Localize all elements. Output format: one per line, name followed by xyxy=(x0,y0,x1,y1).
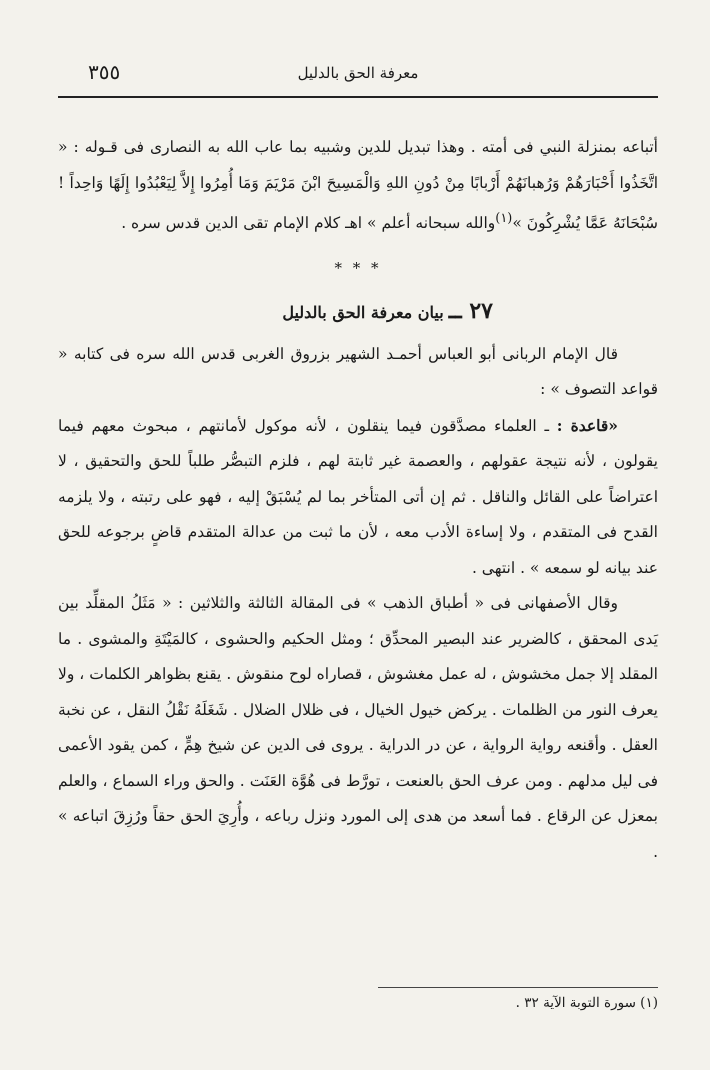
page-header xyxy=(58,52,658,94)
page-number: ٣٥٥ xyxy=(88,60,121,84)
paragraph-isfahani: وقال الأصفهانى فى « أطباق الذهب » فى المقالة الثالثة والثلاثين : « مَثَلُ المقلِّد بين يَدى المحقق ، كالضرير عند البصير المحدِّق ؛ ومثل الحكيم والحشوى ، كالمَيْتَةِ والمشوى . ما المقلد إلا جمل مخشوش ، له عمل مغشوش ، قصاراه لوح منقوش . يقنع بظواهر الكلمات ، ولا يعرف النور من الظلمات . يركض خيول الخيال ، فى ظلال الضلال . شَغَلَهُ نَقْلُ النقل ، عن نخبة العقل . وأقنعه رواية الرواية ، عن در الدراية . يروى فى الدين عن شيخ هِمٍّ ، كمن يقود الأعمى فى ليل مدلهم . ومن عرف الحق بالعنعت ، تورَّط فى هُوَّة العَنَت . والحق وراء السماع ، والعلم بمعزل عن الرقاع . فما أسعد من هدى إلى المورد ونزل رباعه ، وأُرِيَ الحق حقاً ورُزِقَ اتباعه » . xyxy=(58,594,658,861)
section-heading xyxy=(58,294,658,331)
footnote-rule xyxy=(378,987,658,988)
paragraph-text: أتباعه بمنزلة النبي فى أمته . وهذا تبديل للدين وشبيه بما عاب الله به النصارى فى قـوله : « اتَّخَذُوا أَحْبَارَهُمْ وَرُهبانَهُمْ أَرْبابًا مِنْ دُونِ اللهِ وَالْمَسِيحَ ابْنَ مَرْيَمَ وَمَا أُمِرُوا إِلاَّ لِيَعْبُدُوا إِلَهًا وَاحِداً ! سُبْحَانَهُ عَمَّا يُشْرِكُونَ » xyxy=(58,138,658,233)
paragraph-text: ـ العلماء مصدَّقون فيما ينقلون ، لأنه موكول لأمانتهم ، مبحوث معهم فيما يقولون ، لأنه نتيجة عقولهم ، والعصمة غير ثابتة لهم ، فلزم التبصُّر طلباً للحق والتحقيق ، لا اعتراضاً على القائل والناقل . ثم إن أتى المتأخر بما لم يُسْبَقْ إليه ، فهو على رتبته ، ولا يلزمه القدح فى المتقدم ، ولا إساءة الأدب معه ، لأن ما ثبت من عدالة المتقدم قاضٍ برجوعه للحق عند بيانه لو سمعه » . انتهى . xyxy=(58,416,658,577)
footnote-reference: (١) xyxy=(495,211,513,226)
rule-label: «قاعدة : xyxy=(556,415,618,435)
page-body xyxy=(58,130,658,870)
paragraph-zarruq-intro: قال الإمام الربانى أبو العباس أحمـد الشهير بزروق الغربى قدس الله سره فى كتابه « قواعد التصوف » : xyxy=(58,344,658,399)
section-title: بيان معرفة الحق بالدليل xyxy=(282,303,444,323)
section-divider-stars: * * * xyxy=(334,258,382,277)
header-rule xyxy=(58,96,658,98)
paragraph-quran-quote xyxy=(58,130,658,242)
paragraph-rule xyxy=(58,408,658,587)
footnote: (١) سورة التوبة الآية ٣٢ . xyxy=(515,995,658,1011)
running-title: معرفة الحق بالدليل xyxy=(297,64,419,82)
paragraph-text: والله سبحانه أعلم » اهـ كلام الإمام تقى الدين قدس سره . xyxy=(121,214,496,233)
book-page xyxy=(58,52,658,1042)
section-number: ٢٧ ــ xyxy=(448,298,493,325)
